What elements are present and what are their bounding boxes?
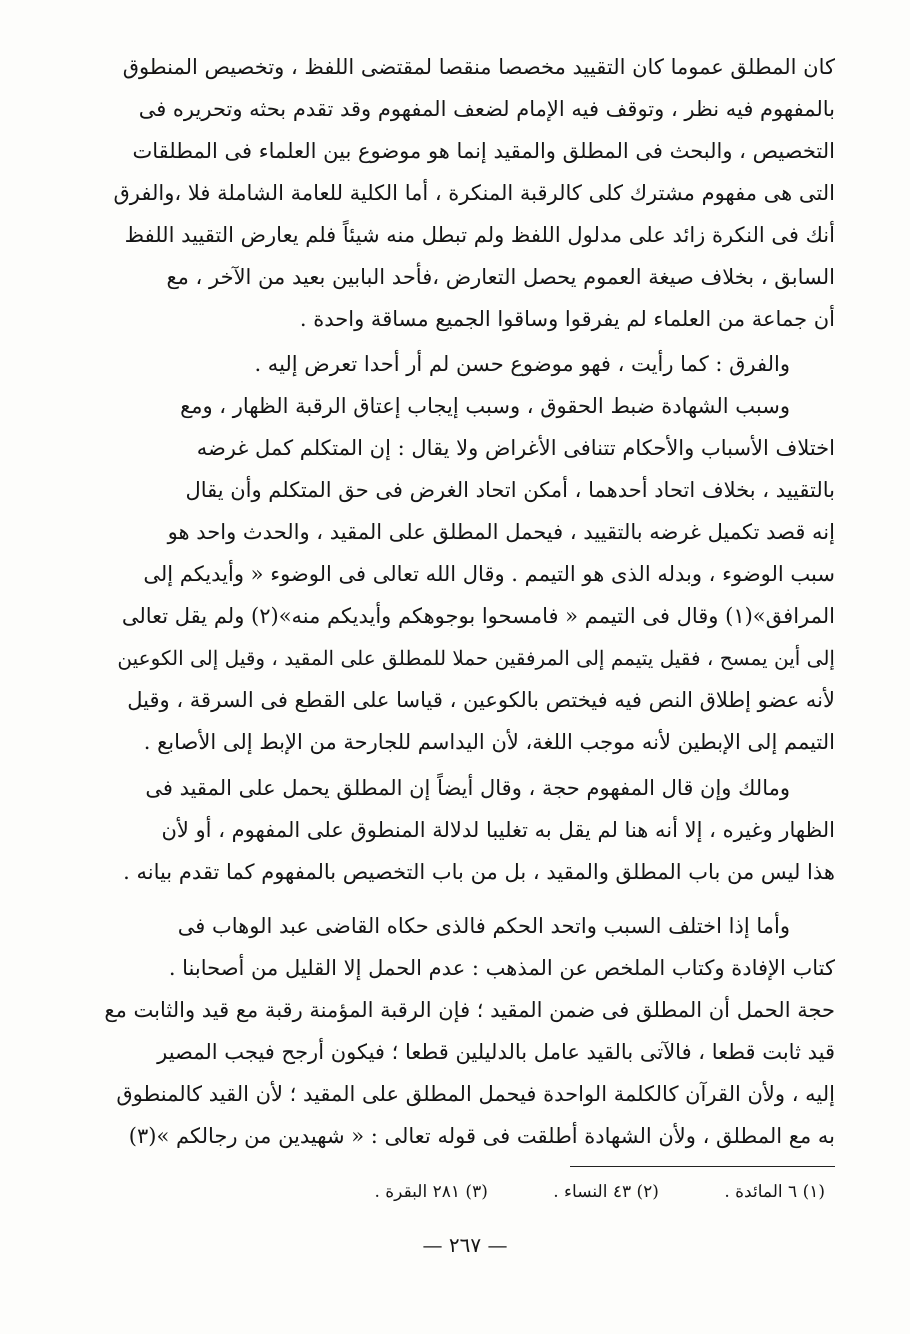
text-line: لأنه عضو إطلاق النص فيه فيختص بالكوعين ، قياسا على القطع فى السرقة ، وقيل xyxy=(127,688,835,712)
text-line: أنك فى النكرة زائد على مدلول اللفظ ولم تبطل منه شيئاً فلم يعارض التقييد اللفظ xyxy=(124,223,835,247)
text-line: إنه قصد تكميل غرضه بالتقييد ، فيحمل المطلق على المقيد ، والحدث واحد هو xyxy=(167,520,835,544)
text-line: الظهار وغيره ، إلا أنه هنا لم يقل به تغليبا لدلالة المنطوق على المفهوم ، أو لأن xyxy=(161,818,835,842)
text-line: قيد ثابت قطعا ، فالآتى بالقيد عامل بالدليلين قطعا ؛ فيكون أرجح فيجب المصير xyxy=(157,1040,835,1064)
text-line: إليه ، ولأن القرآن كالكلمة الواحدة فيحمل المطلق على المقيد ؛ لأن القيد كالمنطوق xyxy=(116,1082,835,1106)
text-line: السابق ، بخلاف صيغة العموم يحصل التعارض ،فأحد البابين بعيد من الآخر ، مع xyxy=(166,265,835,289)
paragraph-3 xyxy=(100,385,835,763)
footnote-divider xyxy=(570,1166,835,1167)
text-line: التى هى مفهوم مشترك كلى كالرقبة المنكرة ، أما الكلية للعامة الشاملة فلا ،والفرق xyxy=(113,181,835,205)
text-line: كان المطلق عموما كان التقييد مخصصا منقصا لمقتضى اللفظ ، وتخصيص المنطوق xyxy=(122,55,835,79)
text-line: التخصيص ، والبحث فى المطلق والمقيد إنما هو موضوع بين العلماء فى المطلقات xyxy=(132,139,835,163)
footnote-2: (٢) ٤٣ النساء . xyxy=(553,1182,659,1202)
page-number: — ٢٦٧ — xyxy=(422,1233,508,1257)
paragraph-4 xyxy=(100,767,835,893)
footnote-1: (١) ٦ المائدة . xyxy=(724,1182,825,1202)
text-line: بالمفهوم فيه نظر ، وتوقف فيه الإمام لضعف المفهوم وقد تقدم بحثه وتحريره فى xyxy=(138,97,835,121)
text-line: وأما إذا اختلف السبب واتحد الحكم فالذى حكاه القاضى عبد الوهاب فى xyxy=(177,914,790,938)
footnote-3: (٣) ٢٨١ البقرة . xyxy=(374,1182,488,1202)
text-line: ومالك وإن قال المفهوم حجة ، وقال أيضاً إن المطلق يحمل على المقيد فى xyxy=(145,776,790,800)
text-line: اختلاف الأسباب والأحكام تتنافى الأغراض ولا يقال : إن المتكلم كمل غرضه xyxy=(196,436,835,460)
text-line: التيمم إلى الإبطين لأنه موجب اللغة، لأن اليداسم للجارحة من الإبط إلى الأصابع . xyxy=(143,730,835,754)
text-line: إلى أين يمسح ، فقيل يتيمم إلى المرفقين حملا للمطلق على المقيد ، وقيل إلى الكوعين xyxy=(117,646,835,670)
text-line: بالتقييد ، بخلاف اتحاد أحدهما ، أمكن اتحاد الغرض فى حق المتكلم وأن يقال xyxy=(185,478,835,502)
text-line: كتاب الإفادة وكتاب الملخص عن المذهب : عدم الحمل إلا القليل من أصحابنا . xyxy=(168,956,835,980)
text-line: سبب الوضوء ، وبدله الذى هو التيمم . وقال الله تعالى فى الوضوء « وأيديكم إلى xyxy=(143,562,835,586)
text-line: وسبب الشهادة ضبط الحقوق ، وسبب إيجاب إعتاق الرقبة الظهار ، ومع xyxy=(180,394,790,418)
paragraph-1 xyxy=(100,46,835,340)
text-line: المرافق»(١) وقال فى التيمم « فامسحوا بوجوهكم وأيديكم منه»(٢) ولم يقل تعالى xyxy=(121,604,835,628)
footnotes xyxy=(160,1174,825,1210)
text-line: هذا ليس من باب المطلق والمقيد ، بل من باب التخصيص بالمفهوم كما تقدم بيانه . xyxy=(123,860,835,884)
text-line: حجة الحمل أن المطلق فى ضمن المقيد ؛ فإن الرقبة المؤمنة رقبة مع قيد والثابت مع xyxy=(104,998,835,1022)
paragraph-2 xyxy=(100,343,835,385)
text-line: به مع المطلق ، ولأن الشهادة أطلقت فى قوله تعالى : « شهيدين من رجالكم »(٣) xyxy=(128,1124,835,1148)
text-line: أن جماعة من العلماء لم يفرقوا وساقوا الجميع مساقة واحدة . xyxy=(299,307,835,331)
paragraph-5 xyxy=(100,905,835,1157)
text-line: والفرق : كما رأيت ، فهو موضوع حسن لم أر أحدا تعرض إليه . xyxy=(254,352,790,376)
